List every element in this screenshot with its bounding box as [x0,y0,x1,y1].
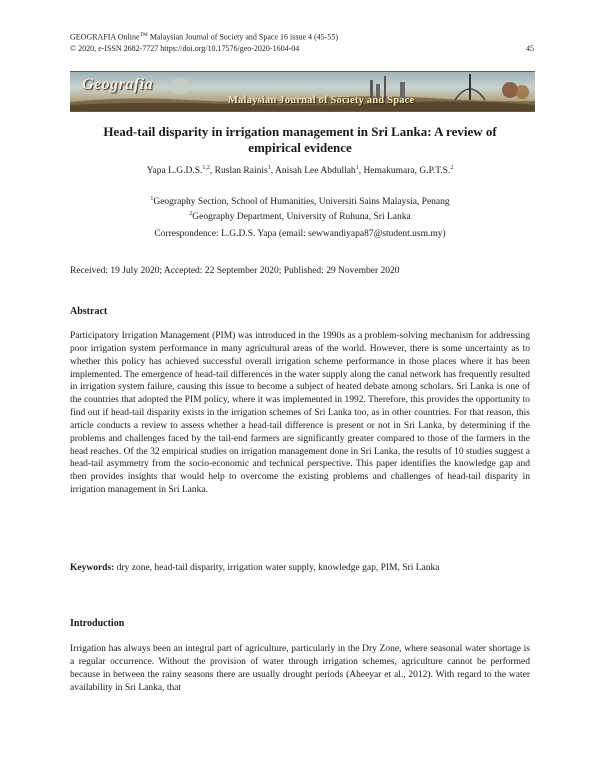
abstract-heading: Abstract [70,306,108,317]
publication-dates: Received: 19 July 2020; Accepted: 22 September 2020; Published: 29 November 2020 [70,266,400,276]
affiliation-2: $^2$Geography Department, University of Ruhuna, Sri Lanka [189,211,411,223]
keywords [70,562,530,575]
keywords-label: Keywords: [70,563,115,573]
author: Anisah Lee Abdullah$^1$, [274,165,364,177]
affiliation-1: $^1$Geography Section, School of Humanities, Universiti Sains Malaysia, Penang [150,196,450,208]
correspondence: Correspondence: L.G.D.S. Yapa (email: sewwandiyapa87@student.usm.my) [154,229,446,239]
author: Hemakumara, G.P.T.S.$^2$ [363,165,454,177]
geografia-logo: Geografia [82,76,154,93]
article-title: Head-tail disparity in irrigation management in Sri Lanka: A review of empirical evidence [103,124,497,155]
affiliations [0,193,600,223]
introduction-heading: Introduction [70,618,125,629]
author: Ruslan Rainis$^1$, [214,165,275,177]
banner-journal-name: Malaysian Journal of Society and Space [228,95,415,106]
running-header [70,30,534,54]
issn-doi-line: © 2020, e-ISSN 2682-7727 https://doi.org/10.17576/geo-2020-1604-04 [70,43,300,53]
abstract-text: Participatory Irrigation Management (PIM) was introduced in the 1990s as a problem-solving mechanism for addressing poor irrigation system performance in many agricultural areas of the world. However, there is some uncertainty as to whether this policy has achieved successful overall irrigation scheme performance in those places where it has been implemented. The emergence of head-tail differences in the water supply along the canal network has frequently resulted in irrigation system failure, causing this issue to become a subject of heated debate among scholars. Sri Lanka is one of the countries that adopted the PIM policy, where it was implemented in 1992. Therefore, this provides the opportunity to find out if head-tail disparity exists in the irrigation schemes of Sri Lanka too, as in other countries. For that reason, this article conducts a review to assess whether a head-tail difference is present or not in Sri Lanka, by determining if the problems and challenges faced by the tail-end farmers are significantly greater compared to those of the farmers in the head reaches. Of the 32 empirical studies on irrigation management done in Sri Lanka, the results of 10 studies suggest a head-tail asymmetry from the socio-economic and technical perspective. This paper identifies the knowledge gap and then provides insights that would help to overcome the existing problems and challenges of head-tail disparity in irrigation management in Sri Lanka. [70,331,530,496]
author: Yapa L.G.D.S.$^{1,2}$, [146,165,215,177]
keywords-list: dry zone, head-tail disparity, irrigation water supply, knowledge gap, PIM, Sri Lanka [114,563,440,573]
author-list [0,165,600,176]
page-number: 45 [526,43,534,53]
journal-issue-line: GEOGRAFIA Online™ Malaysian Journal of Society and Space 16 issue 4 (45-55) [70,32,338,42]
journal-banner [70,71,535,112]
introduction-text: Irrigation has always been an integral part of agriculture, particularly in the Dry Zone, where seasonal water shortage is a regular occurrence. Without the provision of water through irrigation schemes, agriculture cannot be performed because in between the rainy seasons there are usually drought periods (Aheeyar et al., 2012). With regard to the water availability in Sri Lanka, that [70,644,530,693]
